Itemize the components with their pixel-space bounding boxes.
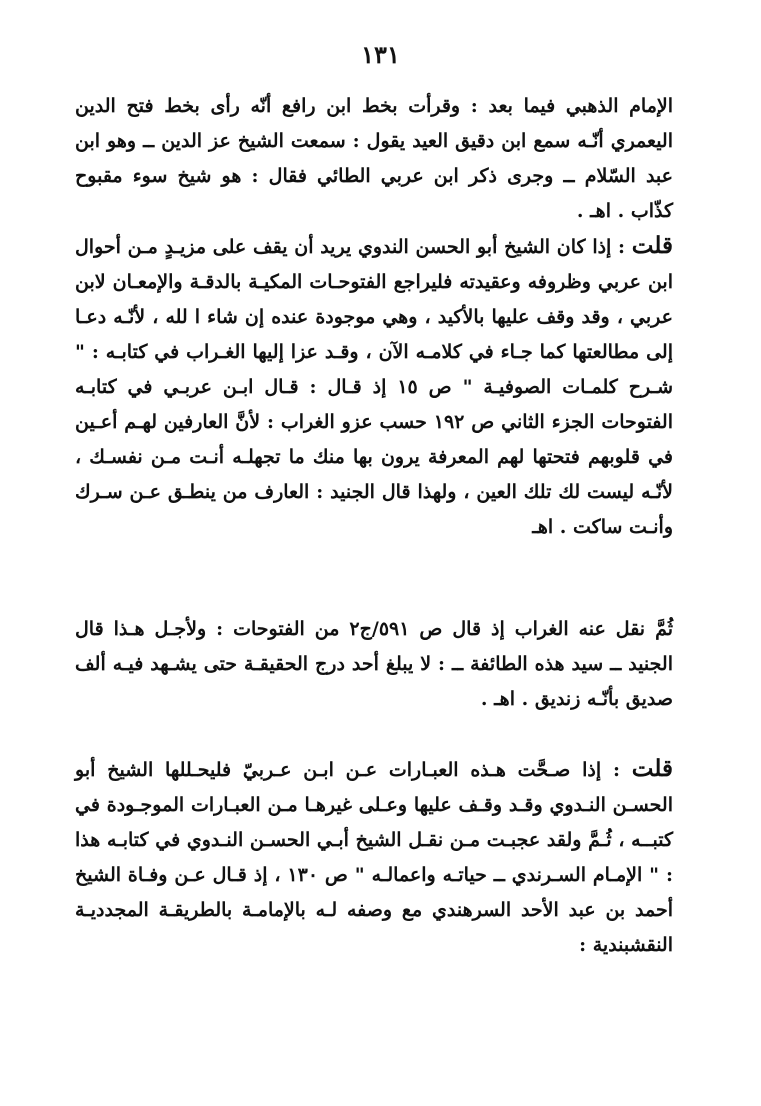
paragraph-1-text: الإمام الذهبي فيما بعد : وقرأت بخط ابن رافع أنّه رأى بخط فتح الدين اليعمري أنّـه سمع ابن دقيق العيد يقول : سمعت الشيخ عز الدين ــ وهو ابن عبد السّلام ــ وجرى ذكر ابن عربي الطائي فقال : هو شيخ سوء مقبوح كذّاب . اهـ . (75, 95, 673, 222)
paragraph-3-text: ثُمَّ نقل عنه الغراب إذ قال ص ٥٩١/ج٢ من الفتوحات : ولأجـل هـذا قال الجنيد ــ سيد هذه الطائفة ــ : لا يبلغ أحد درج الحقيقـة حتى يشـهد فيـه ألف صديق بأنّـه زنديق . اهـ . (75, 618, 673, 710)
paragraph-2 (75, 228, 673, 545)
paragraph-4-lead: قلت (631, 755, 673, 782)
paragraph-4 (75, 751, 673, 963)
page-number: ١٣١ (361, 40, 400, 69)
paragraph-4-text: : إذا صـحَّت هـذه العبـارات عـن ابـن عـربيّ فليحـللها الشيخ أبو الحسـن النـدوي وقـد وقـف عليها وعـلى غيرهـا مـن العبـارات الموجـودة في كتبــه ، ثُـمَّ ولقد عجبـت مـن نقـل الشيخ أبـي الحسـن النـدوي في كتابـه هذا : " الإمـام السـرندي ــ حياتـه واعمالـه " ص ١٣٠ ، إذ قـال عـن وفـاة الشيخ أحمد بن عبد الأحد السرهندي مع وصفه لـه بالإمامـة بالطريقـة المجدديـة النقشبندية : (75, 759, 673, 956)
paragraph-1 (75, 89, 673, 229)
paragraph-2-lead: قلت (631, 232, 673, 259)
paragraph-2-text: : إذا كان الشيخ أبو الحسن الندوي يريد أن يقف على مزيـدٍ مـن أحوال ابن عربي وظروفه وعقيدته فليراجع الفتوحـات المكيـة بالدقـة والإمعـان لابن عربي ، وقد وقف عليها بالأكيد ، وهي موجودة عنده إن شاء ا لله ، لأنّـه دعـا إلى مطالعتها كما جـاء في كلامـه الآن ، وقـد عزا إليها الغـراب في كتابـه : " شـرح كلمـات الصوفيـة " ص ١٥ إذ قـال : قـال ابـن عربـي في كتابـه الفتوحات الجزء الثاني ص ١٩٢ حسب عزو الغراب : لأنَّ العارفين لهـم أعـين في قلوبهم فتحتها لهم المعرفة يرون بها منك ما تجهلـه أنـت مـن نفسـك ، لأنّـه ليست لك تلك العين ، ولهذا قال الجنيد : العارف من ينطـق عـن سـرك وأنـت ساكت . اهـ (75, 236, 673, 538)
paragraph-3 (75, 612, 673, 717)
